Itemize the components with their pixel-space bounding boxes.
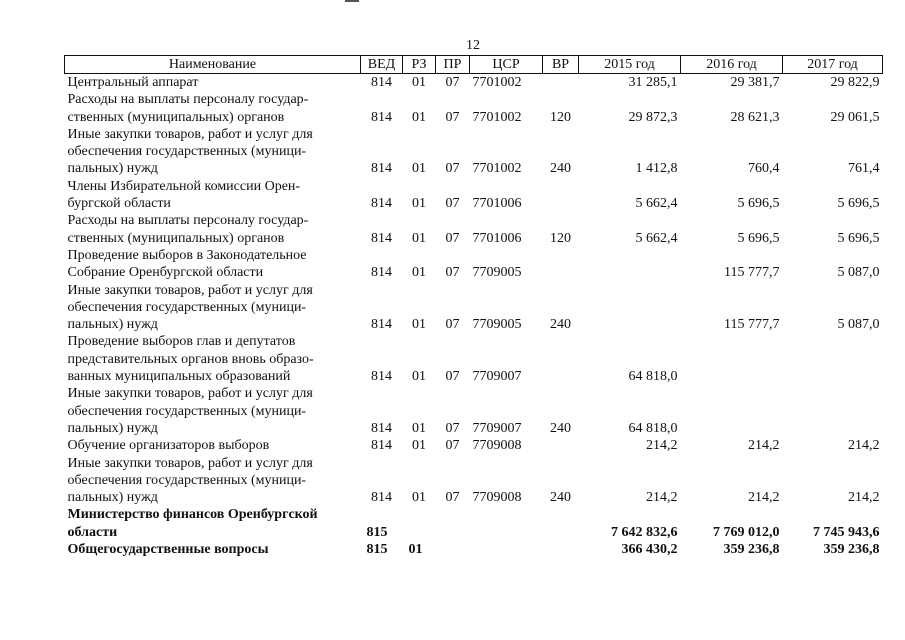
cell-name-line: Собрание Оренбургской области <box>67 265 264 281</box>
cell-rz: 01 <box>412 75 426 90</box>
cell-name-line: Расходы на выплаты персоналу государ- <box>67 213 309 229</box>
cell-2016: 214,2 <box>748 438 780 454</box>
table-header-row <box>65 56 883 74</box>
cell-name-line: ственных (муниципальных) органов <box>67 109 285 125</box>
cell-2015: 366 430,2 <box>621 542 678 558</box>
table-row <box>65 74 883 92</box>
cell-name-line: пальных) нужд <box>67 161 158 177</box>
cell-name-line: пальных) нужд <box>67 490 158 506</box>
cell-vr: 240 <box>550 161 571 177</box>
cell-rz: 01 <box>412 230 426 246</box>
table-row <box>65 506 883 541</box>
table-row <box>65 455 883 507</box>
cell-2015: 64 818,0 <box>628 369 678 385</box>
cell-ved: 814 <box>371 109 392 125</box>
table-row <box>65 541 883 558</box>
cell-rz: 01 <box>412 490 426 506</box>
cell-csr: 7701002 <box>472 75 522 90</box>
cell-vr: 120 <box>550 230 571 246</box>
cell-vr <box>543 437 579 454</box>
cell-name-line: Обучение организаторов выборов <box>67 438 270 454</box>
cell-name-line: Расходы на выплаты персоналу государ- <box>67 92 309 108</box>
header-2015: 2015 год <box>579 56 681 74</box>
table-row <box>65 437 883 454</box>
cell-2016: 760,4 <box>748 161 780 177</box>
cell-2016 <box>681 333 783 385</box>
header-name: Наименование <box>65 56 361 74</box>
cell-name <box>65 385 361 437</box>
cell-2015: 31 285,1 <box>628 75 678 90</box>
cell-name <box>65 74 361 92</box>
cell-2017: 5 696,5 <box>837 230 880 246</box>
cell-csr: 7701002 <box>472 161 522 177</box>
cell-2017: 761,4 <box>848 161 880 177</box>
cell-pr: 07 <box>445 420 460 436</box>
table-row <box>65 126 883 178</box>
cell-name <box>65 282 361 334</box>
cell-vr <box>543 178 579 213</box>
cell-vr: 120 <box>550 109 571 125</box>
cell-name-line: Общегосударственные вопросы <box>67 542 269 558</box>
cell-name <box>65 541 361 558</box>
cell-rz: 01 <box>412 196 426 212</box>
cell-2015: 7 642 832,6 <box>611 524 678 540</box>
cell-ved: 814 <box>371 438 392 454</box>
cell-2016: 115 777,7 <box>724 265 780 281</box>
cell-pr: 07 <box>445 75 460 90</box>
header-2017: 2017 год <box>783 56 883 74</box>
cell-rz: 01 <box>412 161 426 177</box>
cell-2015: 1 412,8 <box>635 161 678 177</box>
cell-ved: 814 <box>371 161 392 177</box>
cell-name-line: области <box>67 524 118 540</box>
cell-name-line: обеспечения государственных (муници- <box>67 299 307 315</box>
cell-2017: 5 696,5 <box>837 196 880 212</box>
cell-name-line: ственных (муниципальных) органов <box>67 230 285 246</box>
cell-name-line: обеспечения государственных (муници- <box>67 472 307 488</box>
cell-csr: 7709007 <box>472 369 522 385</box>
cell-rz: 01 <box>412 109 426 125</box>
cell-name <box>65 333 361 385</box>
table-row <box>65 247 883 282</box>
cell-2016: 359 236,8 <box>723 542 780 558</box>
cell-vr: 240 <box>550 420 571 436</box>
cell-pr: 07 <box>445 161 460 177</box>
cell-rz: 01 <box>412 438 426 454</box>
cell-name-line: бургской области <box>67 196 171 212</box>
cell-2016: 115 777,7 <box>724 317 780 333</box>
cell-2016: 5 696,5 <box>737 230 780 246</box>
cell-pr: 07 <box>445 109 460 125</box>
cell-name <box>65 126 361 178</box>
table-row <box>65 385 883 437</box>
cell-2015: 5 662,4 <box>635 230 678 246</box>
cell-ved: 814 <box>371 490 392 506</box>
cell-name <box>65 178 361 213</box>
cell-name <box>65 212 361 247</box>
cell-name <box>65 91 361 126</box>
cell-ved: 814 <box>371 75 392 90</box>
page-number: 12 <box>466 38 480 53</box>
cell-name-line: Центральный аппарат <box>67 75 199 90</box>
cell-ved: 814 <box>371 420 392 436</box>
cell-vr: 240 <box>550 317 571 333</box>
cell-name-line: Иные закупки товаров, работ и услуг для <box>67 455 313 471</box>
cell-ved: 814 <box>371 196 392 212</box>
cell-vr: 240 <box>550 490 571 506</box>
cell-pr: 07 <box>445 265 460 281</box>
cell-vr <box>543 74 579 92</box>
cell-2016: 5 696,5 <box>737 196 780 212</box>
cell-2017: 29 822,9 <box>830 75 880 90</box>
cell-pr: 07 <box>445 369 460 385</box>
table-row <box>65 178 883 213</box>
table-row <box>65 333 883 385</box>
cell-2017: 29 061,5 <box>830 109 880 125</box>
cell-2015: 29 872,3 <box>628 109 678 125</box>
cell-pr: 07 <box>445 196 460 212</box>
cell-ved: 814 <box>371 265 392 281</box>
cell-csr: 7709005 <box>472 317 522 333</box>
cell-name-line: Члены Избирательной комиссии Орен- <box>67 178 301 194</box>
cell-ved: 814 <box>371 317 392 333</box>
cell-pr: 07 <box>445 230 460 246</box>
cell-name <box>65 455 361 507</box>
cell-2015: 64 818,0 <box>628 420 678 436</box>
cell-vr <box>543 506 579 541</box>
cell-name-line: ванных муниципальных образований <box>67 369 291 385</box>
cell-2016: 29 381,7 <box>730 75 780 90</box>
cell-name-line: пальных) нужд <box>67 317 158 333</box>
cell-ved: 815 <box>366 524 388 540</box>
cell-csr: 7701006 <box>472 196 522 212</box>
header-ved: ВЕД <box>361 56 403 74</box>
cell-rz: 01 <box>408 542 423 558</box>
cell-2015: 214,2 <box>646 438 678 454</box>
cell-pr: 07 <box>445 317 460 333</box>
cell-name-line: Иные закупки товаров, работ и услуг для <box>67 386 313 402</box>
cell-pr <box>436 541 470 558</box>
cell-vr <box>543 247 579 282</box>
cell-name-line: обеспечения государственных (муници- <box>67 403 307 419</box>
cell-name-line: Иные закупки товаров, работ и услуг для <box>67 282 313 298</box>
cell-ved: 815 <box>366 542 388 558</box>
table-row <box>65 282 883 334</box>
cell-2016 <box>681 385 783 437</box>
header-2016: 2016 год <box>681 56 783 74</box>
cell-2015: 5 662,4 <box>635 196 678 212</box>
header-vr: ВР <box>543 56 579 74</box>
scan-mark <box>345 0 359 2</box>
cell-name-line: пальных) нужд <box>67 420 158 436</box>
cell-name-line: Министерство финансов Оренбургской <box>67 507 318 523</box>
table-body <box>65 74 883 559</box>
cell-pr <box>436 506 470 541</box>
table-row <box>65 91 883 126</box>
cell-2015 <box>579 282 681 334</box>
cell-vr <box>543 541 579 558</box>
cell-csr: 7709005 <box>472 265 522 281</box>
cell-2017: 5 087,0 <box>837 265 880 281</box>
cell-2017: 214,2 <box>848 490 880 506</box>
cell-ved: 814 <box>371 369 392 385</box>
cell-name <box>65 506 361 541</box>
cell-2017 <box>783 385 883 437</box>
cell-2015 <box>579 247 681 282</box>
cell-csr: 7709008 <box>472 438 522 454</box>
header-csr: ЦСР <box>470 56 543 74</box>
cell-rz <box>403 506 436 541</box>
cell-csr <box>470 506 543 541</box>
cell-vr <box>543 333 579 385</box>
cell-2017: 7 745 943,6 <box>813 524 880 540</box>
cell-ved: 814 <box>371 230 392 246</box>
cell-csr <box>470 541 543 558</box>
cell-name-line: обеспечения государственных (муници- <box>67 144 307 160</box>
cell-rz: 01 <box>412 265 426 281</box>
cell-rz: 01 <box>412 369 426 385</box>
cell-name-line: представительных органов вновь образо- <box>67 351 314 367</box>
cell-rz: 01 <box>412 420 426 436</box>
cell-name-line: Проведение выборов в Законодательное <box>67 247 307 263</box>
cell-2017: 214,2 <box>848 438 880 454</box>
header-rz: РЗ <box>403 56 436 74</box>
cell-csr: 7701006 <box>472 230 522 246</box>
cell-rz: 01 <box>412 317 426 333</box>
cell-2016: 28 621,3 <box>730 109 780 125</box>
budget-table <box>64 55 883 558</box>
table-row <box>65 212 883 247</box>
cell-2016: 7 769 012,0 <box>713 524 780 540</box>
cell-2015: 214,2 <box>646 490 678 506</box>
cell-pr: 07 <box>445 490 460 506</box>
cell-name <box>65 437 361 454</box>
cell-2016: 214,2 <box>748 490 780 506</box>
cell-csr: 7701002 <box>472 109 522 125</box>
cell-name-line: Иные закупки товаров, работ и услуг для <box>67 126 313 142</box>
cell-name-line: Проведение выборов глав и депутатов <box>67 334 296 350</box>
cell-csr: 7709007 <box>472 420 522 436</box>
cell-pr: 07 <box>445 438 460 454</box>
cell-csr: 7709008 <box>472 490 522 506</box>
cell-2017: 5 087,0 <box>837 317 880 333</box>
cell-2017 <box>783 333 883 385</box>
cell-name <box>65 247 361 282</box>
cell-2017: 359 236,8 <box>823 542 880 558</box>
header-pr: ПР <box>436 56 470 74</box>
